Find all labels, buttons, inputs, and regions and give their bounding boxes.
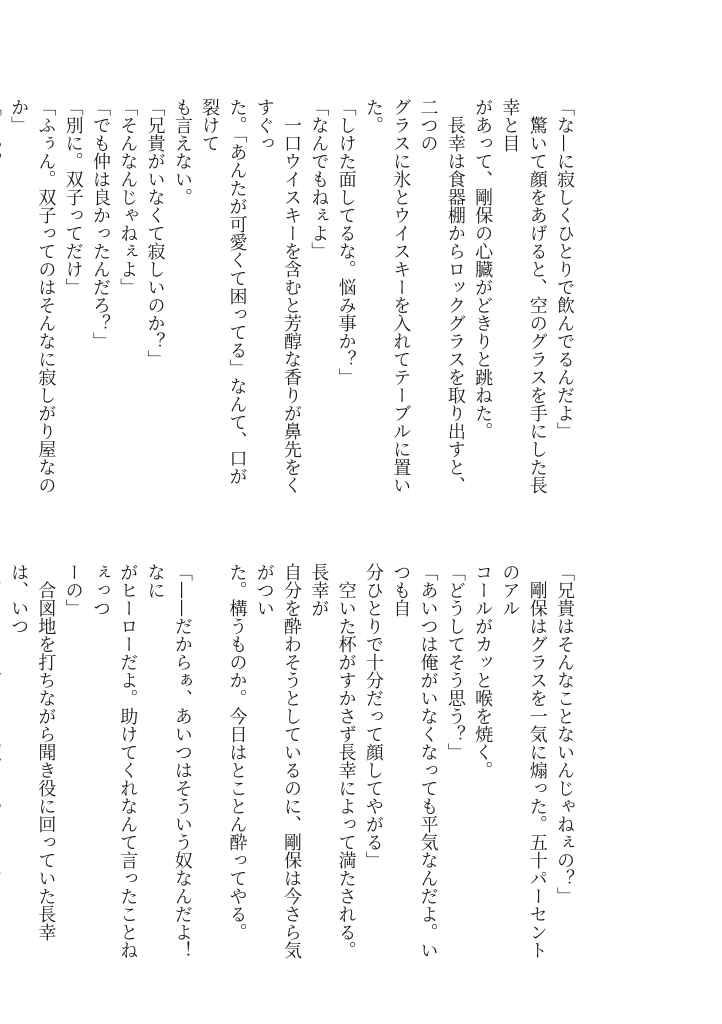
text-line: 「しけた面してるな。悩み事か？」 xyxy=(335,98,357,386)
text-line: 「あいつは俺がいなくなっても平気なんだよ。いつも自 xyxy=(390,563,439,959)
text-line: 分ひとりで十分だって顔してやがる」 xyxy=(362,563,384,869)
text-line: がヒーローだよ。助けてくれなんて言ったことねぇっつ xyxy=(89,563,139,959)
text-line: があって、剛保の心臓がどきりと跳ねた。 xyxy=(472,98,494,440)
text-line: ーの」 xyxy=(62,563,84,617)
blank-line xyxy=(196,563,223,963)
text-line: グラスに氷とウイスキーを入れてテーブルに置いた。 xyxy=(362,98,412,494)
text-line: 合図地を打ちながら聞き役に回っていた長幸は、いつ xyxy=(8,563,57,941)
text-line: も言えない。 xyxy=(171,98,193,206)
text-line: 驚いて顔をあげると、空のグラスを手にした長幸と目 xyxy=(499,98,548,494)
text-line: た。構うものか。今日はとことん酔ってやる。 xyxy=(226,563,248,941)
text-line: 「兄貴がいなくて寂しいのか？」 xyxy=(144,98,166,368)
text-line: 一口ウイスキーを含むと芳醇な香りが鼻先をくすぐっ xyxy=(253,98,303,494)
text-line: 「——だからぁ、あいつはそういう奴なんだよ！ なに xyxy=(144,563,193,977)
text-block-bottom xyxy=(8,563,578,977)
text-line: 自分を酔わそうとしているのに、剛保は今さら気がつい xyxy=(253,563,303,959)
text-line: コールがカッと喉を焼く。 xyxy=(472,563,494,779)
text-line: 空いた杯がすかさず長幸によって満たされる。長幸が xyxy=(308,563,357,959)
text-line: 「ふぅん。双子ってのはそんなに寂しがり屋なのか」 xyxy=(8,98,57,494)
text-line: 「兄貴はそんなことないんじゃねぇの？」 xyxy=(554,563,575,905)
text-line xyxy=(0,98,5,498)
text-line: 「なんでもねぇよ」 xyxy=(308,98,330,260)
text-line: 「そんなんじゃねぇよ」 xyxy=(117,98,139,296)
text-line: た。「あんたが可愛くて困ってる」なんて、口が裂けて xyxy=(199,98,248,485)
text-line: 長幸は食器棚からロックグラスを取り出すと、二つの xyxy=(417,98,466,494)
text-line xyxy=(0,563,5,963)
text-line: 「どうしてそう思う？」 xyxy=(444,563,466,761)
text-line: 「な—に寂しくひとりで飲んでるんだよ」 xyxy=(554,98,575,440)
text-line: 剛保はグラスを一気に煽った。五十パーセントのアル xyxy=(499,563,548,959)
text-line: 「別に。双子ってだけ」 xyxy=(62,98,84,296)
text-line: 「でも仲は良かったんだろ？」 xyxy=(89,98,111,350)
text-block-top xyxy=(8,98,578,498)
